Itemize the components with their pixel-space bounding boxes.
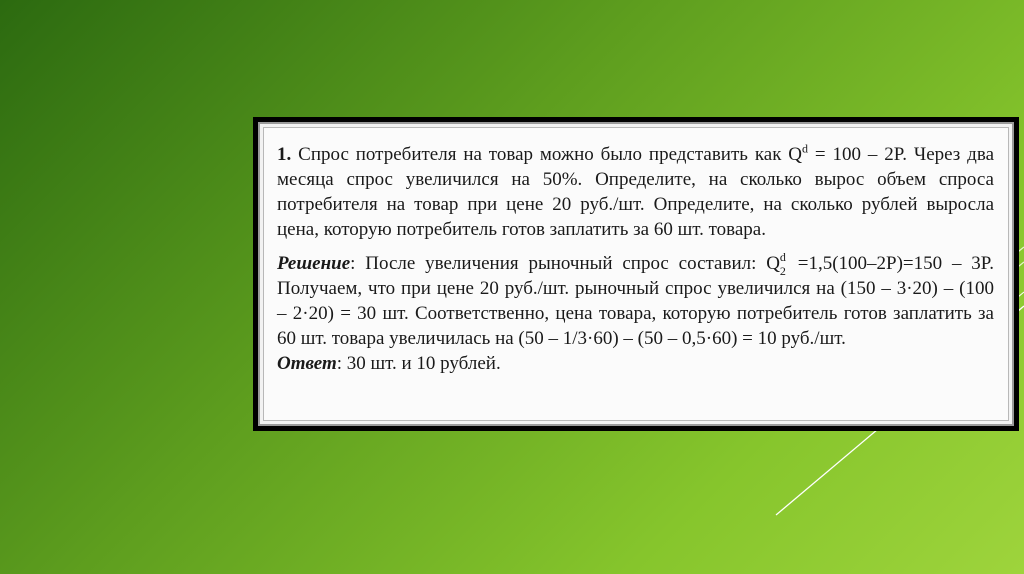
solution-q-subscript: d 2: [779, 250, 786, 278]
solution-line-2: Получаем, что при цене 20 руб./шт. рыночный спрос увеличился на (150 – 3·20) – (100: [277, 278, 994, 299]
problem-line-1a: Спрос потребителя на товар можно было представить как Q: [298, 144, 803, 165]
problem-line-4: цена, которую потребитель готов заплатить за 60 шт. товара.: [277, 219, 766, 240]
solution-label: Решение: [277, 253, 351, 274]
answer-text: : 30 шт. и 10 рублей.: [336, 353, 501, 374]
image-border: [258, 122, 1014, 426]
problem-demand-superscript: d: [802, 141, 809, 156]
problem-document: [263, 127, 1009, 421]
answer-block: [277, 351, 994, 376]
solution-line-1a: : После увеличения рыночный спрос составил: Q: [350, 253, 780, 274]
solution-line-4: 60 шт. товара увеличилась на (50 – 1/3·60) – (50 – 0,5·60) = 10 руб./шт.: [277, 328, 846, 349]
problem-image-frame: [253, 117, 1019, 431]
problem-number: 1.: [277, 144, 292, 165]
problem-line-3: потребителя на товар при цене 20 руб./шт. Определите, на сколько рублей выросла: [277, 194, 994, 215]
solution-line-3: – 2·20) = 30 шт. Соответственно, цена товара, которую потребитель готов заплатить за: [277, 303, 994, 324]
solution-block: [277, 251, 994, 351]
solution-line-1b: =1,5(100–2P)=150 – 3P.: [787, 253, 994, 274]
problem-statement: [277, 142, 994, 242]
problem-line-1b: = 100 – 2P. Через два: [808, 144, 995, 165]
answer-label: Ответ: [277, 353, 337, 374]
problem-line-2: месяца спрос увеличился на 50%. Определите, на сколько вырос объем спроса: [277, 169, 994, 190]
